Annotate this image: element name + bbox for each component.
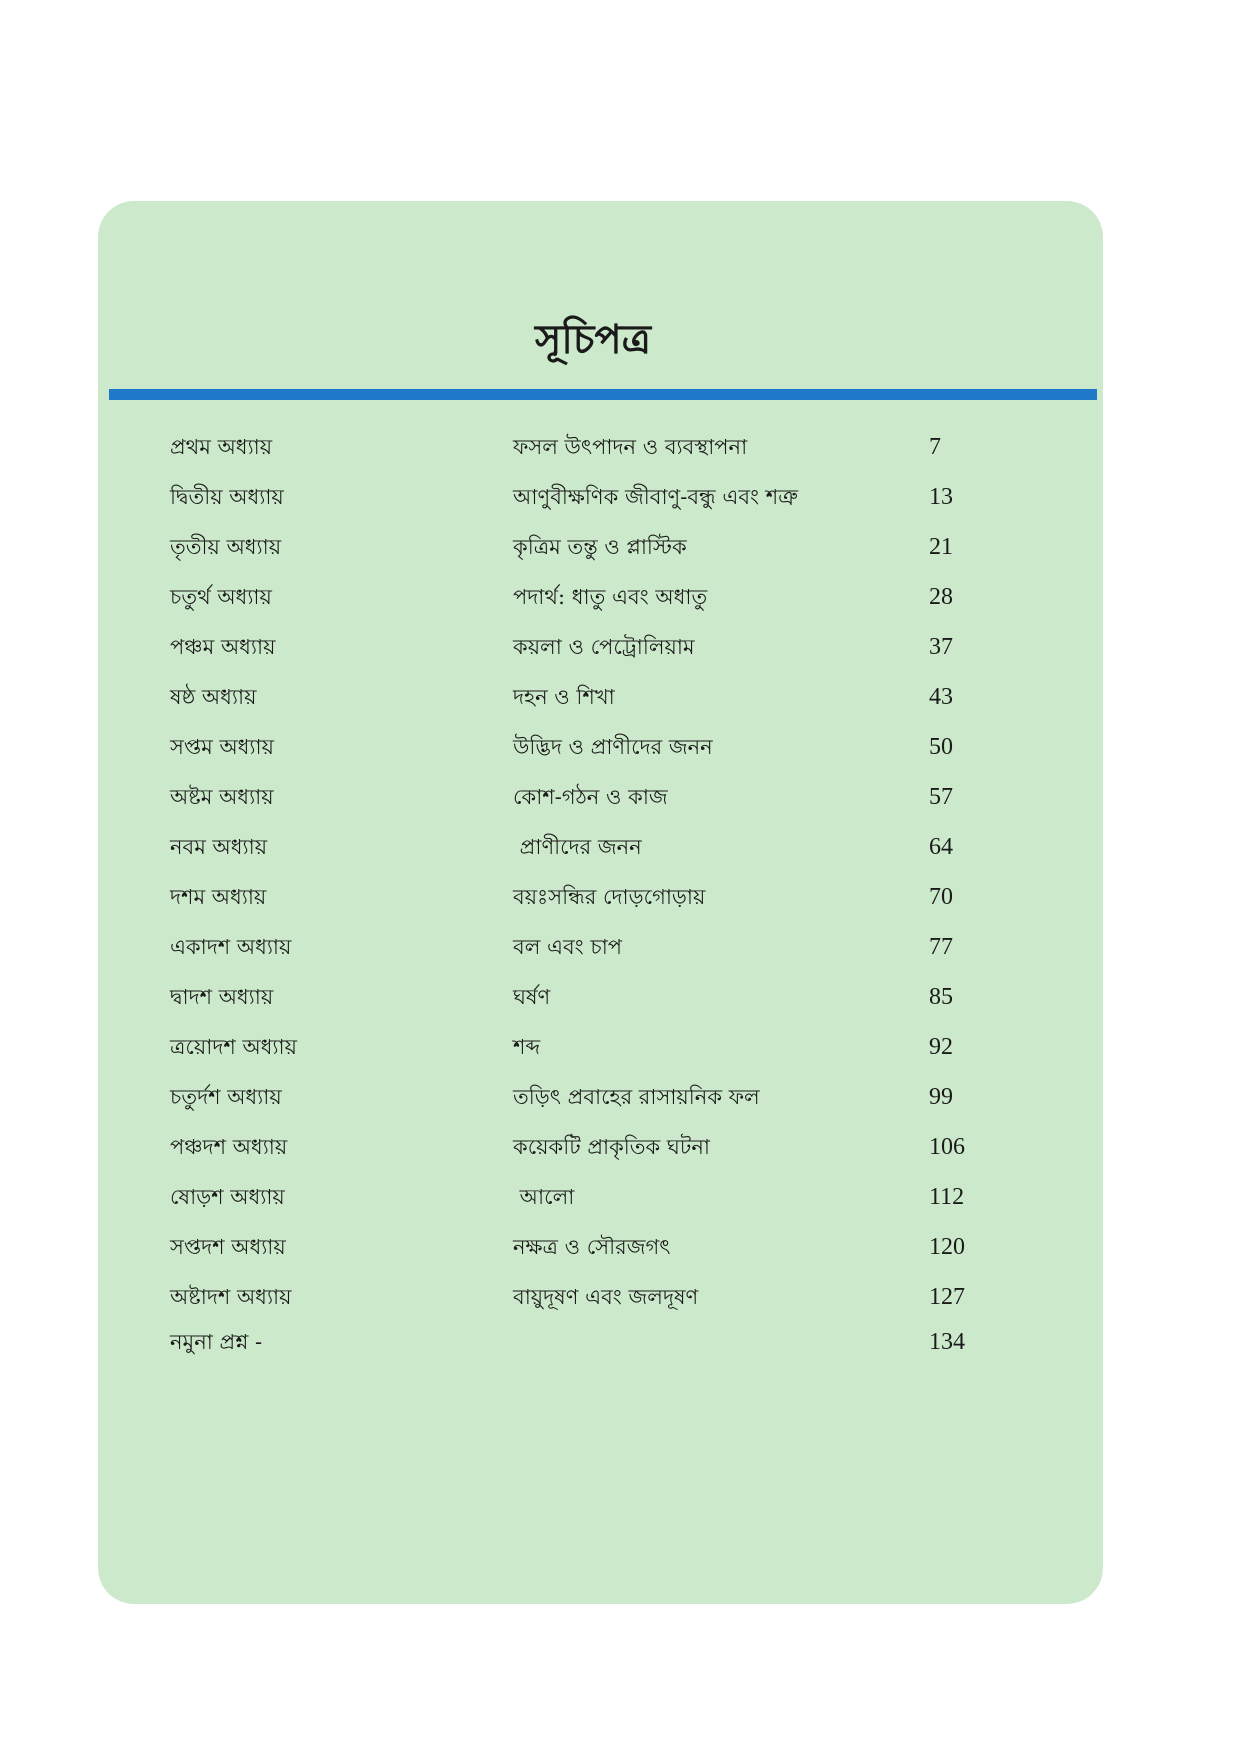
toc-page-number: 70 bbox=[929, 884, 953, 910]
toc-chapter: দ্বাদশ অধ্যায় bbox=[170, 985, 274, 1009]
toc-chapter: নবম অধ্যায় bbox=[170, 835, 268, 859]
toc-chapter: নমুনা প্রশ্ন - bbox=[170, 1330, 263, 1354]
toc-row[interactable] bbox=[0, 1125, 1240, 1169]
toc-topic: ফসল উৎপাদন ও ব্যবস্থাপনা bbox=[513, 435, 748, 459]
toc-chapter: ত্রয়োদশ অধ্যায় bbox=[170, 1035, 297, 1059]
toc-page-number: 134 bbox=[929, 1329, 965, 1355]
toc-topic: শব্দ bbox=[513, 1035, 541, 1059]
toc-page-number: 92 bbox=[929, 1034, 953, 1060]
toc-topic: আলো bbox=[513, 1185, 575, 1209]
toc-page-number: 64 bbox=[929, 834, 953, 860]
toc-page-number: 37 bbox=[929, 634, 953, 660]
toc-chapter: ষোড়শ অধ্যায় bbox=[170, 1185, 285, 1209]
toc-row[interactable] bbox=[0, 425, 1240, 469]
toc-row[interactable] bbox=[0, 1275, 1240, 1319]
toc-chapter: চতুর্থ অধ্যায় bbox=[170, 585, 272, 609]
toc-topic: কয়েকটি প্রাকৃতিক ঘটনা bbox=[513, 1135, 710, 1159]
toc-topic: কৃত্রিম তন্তু ও প্লাস্টিক bbox=[513, 535, 687, 559]
toc-page-number: 77 bbox=[929, 934, 953, 960]
toc-page-number: 21 bbox=[929, 534, 953, 560]
toc-row[interactable] bbox=[0, 825, 1240, 869]
toc-page-number: 13 bbox=[929, 484, 953, 510]
toc-page-number: 127 bbox=[929, 1284, 965, 1310]
toc-row[interactable] bbox=[0, 775, 1240, 819]
toc-row[interactable] bbox=[0, 1075, 1240, 1119]
toc-topic: তড়িৎ প্রবাহের রাসায়নিক ফল bbox=[513, 1085, 760, 1109]
toc-chapter: চতুর্দশ অধ্যায় bbox=[170, 1085, 282, 1109]
toc-page-number: 28 bbox=[929, 584, 953, 610]
toc-chapter: তৃতীয় অধ্যায় bbox=[170, 535, 282, 559]
toc-topic: পদার্থ: ধাতু এবং অধাতু bbox=[513, 585, 708, 609]
toc-chapter: পঞ্চম অধ্যায় bbox=[170, 635, 276, 659]
toc-topic: বয়ঃসন্ধির দোড়গোড়ায় bbox=[513, 885, 706, 909]
toc-row[interactable] bbox=[0, 575, 1240, 619]
toc-row[interactable] bbox=[0, 675, 1240, 719]
toc-row[interactable] bbox=[0, 975, 1240, 1019]
toc-page-number: 7 bbox=[929, 434, 941, 460]
toc-row[interactable] bbox=[0, 1175, 1240, 1219]
toc-page-number: 112 bbox=[929, 1184, 965, 1210]
toc-row[interactable] bbox=[0, 875, 1240, 919]
page-title: সূচিপত্র bbox=[535, 316, 651, 363]
toc-page-number: 85 bbox=[929, 984, 953, 1010]
toc-page-number: 50 bbox=[929, 734, 953, 760]
toc-chapter: প্রথম অধ্যায় bbox=[170, 435, 273, 459]
toc-topic: আণুবীক্ষণিক জীবাণু-বন্ধু এবং শত্রু bbox=[513, 485, 798, 509]
toc-chapter: সপ্তদশ অধ্যায় bbox=[170, 1235, 286, 1259]
toc-row[interactable] bbox=[0, 475, 1240, 519]
toc-chapter: দশম অধ্যায় bbox=[170, 885, 267, 909]
toc-topic: প্রাণীদের জনন bbox=[513, 835, 642, 859]
toc-chapter: দ্বিতীয় অধ্যায় bbox=[170, 485, 284, 509]
toc-row[interactable] bbox=[0, 525, 1240, 569]
toc-chapter: অষ্টম অধ্যায় bbox=[170, 785, 274, 809]
toc-page-number: 57 bbox=[929, 784, 953, 810]
toc-chapter: অষ্টাদশ অধ্যায় bbox=[170, 1285, 292, 1309]
toc-page-number: 99 bbox=[929, 1084, 953, 1110]
toc-page-number: 106 bbox=[929, 1134, 965, 1160]
toc-topic: বল এবং চাপ bbox=[513, 935, 623, 959]
toc-topic: নক্ষত্র ও সৌরজগৎ bbox=[513, 1235, 671, 1259]
toc-topic: ঘর্ষণ bbox=[513, 985, 551, 1009]
toc-topic: দহন ও শিখা bbox=[513, 685, 615, 709]
toc-chapter: ষষ্ঠ অধ্যায় bbox=[170, 685, 257, 709]
toc-chapter: পঞ্চদশ অধ্যায় bbox=[170, 1135, 288, 1159]
toc-chapter: সপ্তম অধ্যায় bbox=[170, 735, 274, 759]
toc-row[interactable] bbox=[0, 925, 1240, 969]
toc-row[interactable] bbox=[0, 1225, 1240, 1269]
toc-chapter: একাদশ অধ্যায় bbox=[170, 935, 292, 959]
toc-topic: কয়লা ও পেট্রোলিয়াম bbox=[513, 635, 695, 659]
toc-page-number: 43 bbox=[929, 684, 953, 710]
toc-topic: কোশ-গঠন ও কাজ bbox=[513, 785, 668, 809]
toc-row[interactable] bbox=[0, 1320, 1240, 1364]
toc-row[interactable] bbox=[0, 725, 1240, 769]
toc-topic: বায়ুদূষণ এবং জলদূষণ bbox=[513, 1285, 699, 1309]
toc-topic: উদ্ভিদ ও প্রাণীদের জনন bbox=[513, 735, 713, 759]
toc-page-number: 120 bbox=[929, 1234, 965, 1260]
toc-row[interactable] bbox=[0, 625, 1240, 669]
toc-row[interactable] bbox=[0, 1025, 1240, 1069]
